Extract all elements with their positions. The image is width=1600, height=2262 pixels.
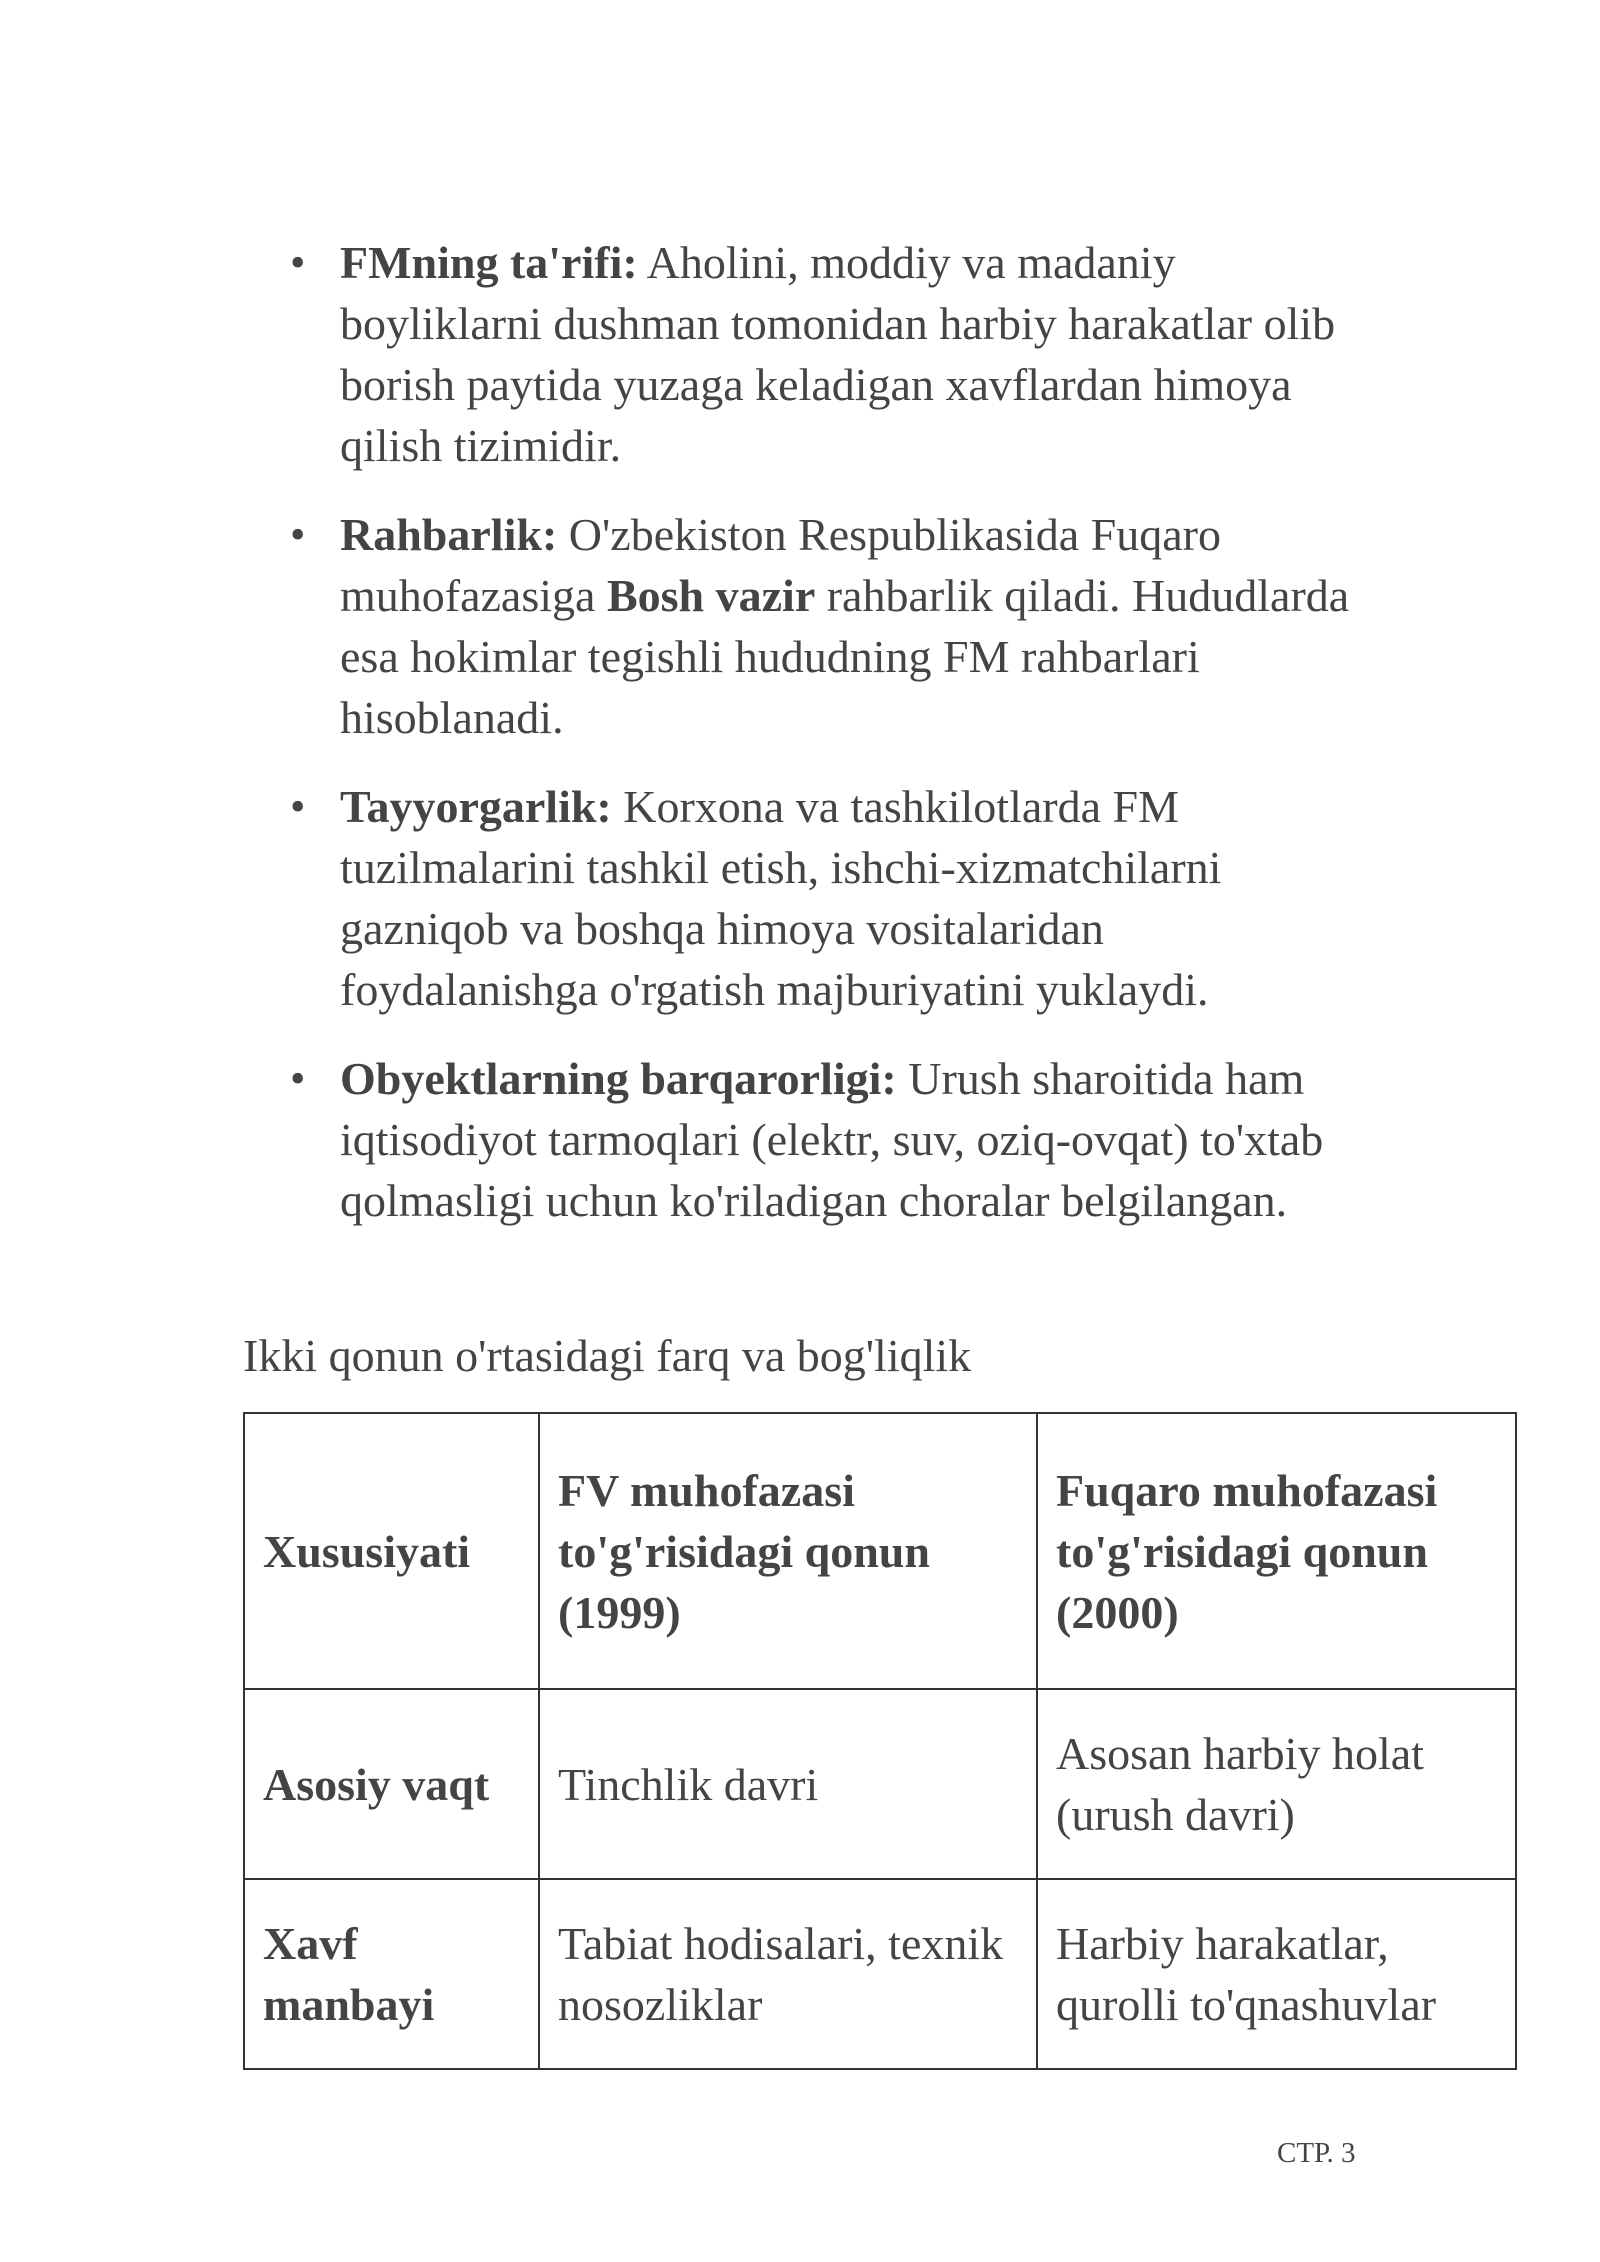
- bullet-fm-definition: [290, 232, 1350, 476]
- comparison-table: [243, 1412, 1517, 2070]
- table-cell: Asosan harbiy holat (urush davri): [1037, 1689, 1516, 1879]
- bullet-leadership: [290, 504, 1350, 748]
- bullet-text: rahbarlik qiladi. Hududlarda esa hokimlar tegishli hududning FM rahbarlari hisoblanadi.: [340, 570, 1350, 743]
- bullet-text: Aholini, moddiy va madaniy boyliklarni dushman tomonidan harbiy harakatlar olib borish paytida yuzaga keladigan xavflardan himoya qilish tizimidir.: [340, 237, 1336, 471]
- table-header-cell: FV muhofazasi to'g'risidagi qonun (1999): [539, 1413, 1037, 1689]
- bullet-label: Rahbarlik:: [340, 509, 558, 560]
- table-row: [244, 1879, 1516, 2069]
- page-number: СТР. 3: [1277, 2137, 1356, 2169]
- bullet-label: Tayyorgarlik:: [340, 781, 612, 832]
- table-caption: Ikki qonun o'rtasidagi farq va bog'liqlik: [243, 1330, 972, 1381]
- table-row-label: Asosiy vaqt: [244, 1689, 539, 1879]
- table-row-label: Xavf manbayi: [244, 1879, 539, 2069]
- bullet-text: Korxona va tashkilotlarda FM tuzilmalarini tashkil etish, ishchi-xizmatchilarni gazniqob va boshqa himoya vositalaridan foydalanishga o'rgatish majburiyatini yuklaydi.: [340, 781, 1222, 1015]
- bullet-object-stability: [290, 1048, 1350, 1231]
- table-cell: Harbiy harakatlar, qurolli to'qnashuvlar: [1037, 1879, 1516, 2069]
- table-header-cell: Fuqaro muhofazasi to'g'risidagi qonun (2000): [1037, 1413, 1516, 1689]
- bullet-text: O'zbekiston Respublikasida Fuqaro muhofazasiga: [340, 509, 1221, 621]
- bullet-list: [290, 232, 1390, 1259]
- bullet-preparation: [290, 776, 1350, 1020]
- bullet-emphasis: Bosh vazir: [606, 570, 816, 621]
- table-cell: Tabiat hodisalari, texnik nosozliklar: [539, 1879, 1037, 2069]
- bullet-label: FMning ta'rifi:: [340, 237, 638, 288]
- bullet-label: Obyektlarning barqarorligi:: [340, 1053, 897, 1104]
- table-row: [244, 1689, 1516, 1879]
- table-header-row: [244, 1413, 1516, 1689]
- table-cell: Tinchlik davri: [539, 1689, 1037, 1879]
- table-header-cell: Xususiyati: [244, 1413, 539, 1689]
- bullet-text: Urush sharoitida ham iqtisodiyot tarmoqlari (elektr, suv, oziq-ovqat) to'xtab qolmasligi uchun ko'riladigan choralar belgilangan.: [340, 1053, 1324, 1226]
